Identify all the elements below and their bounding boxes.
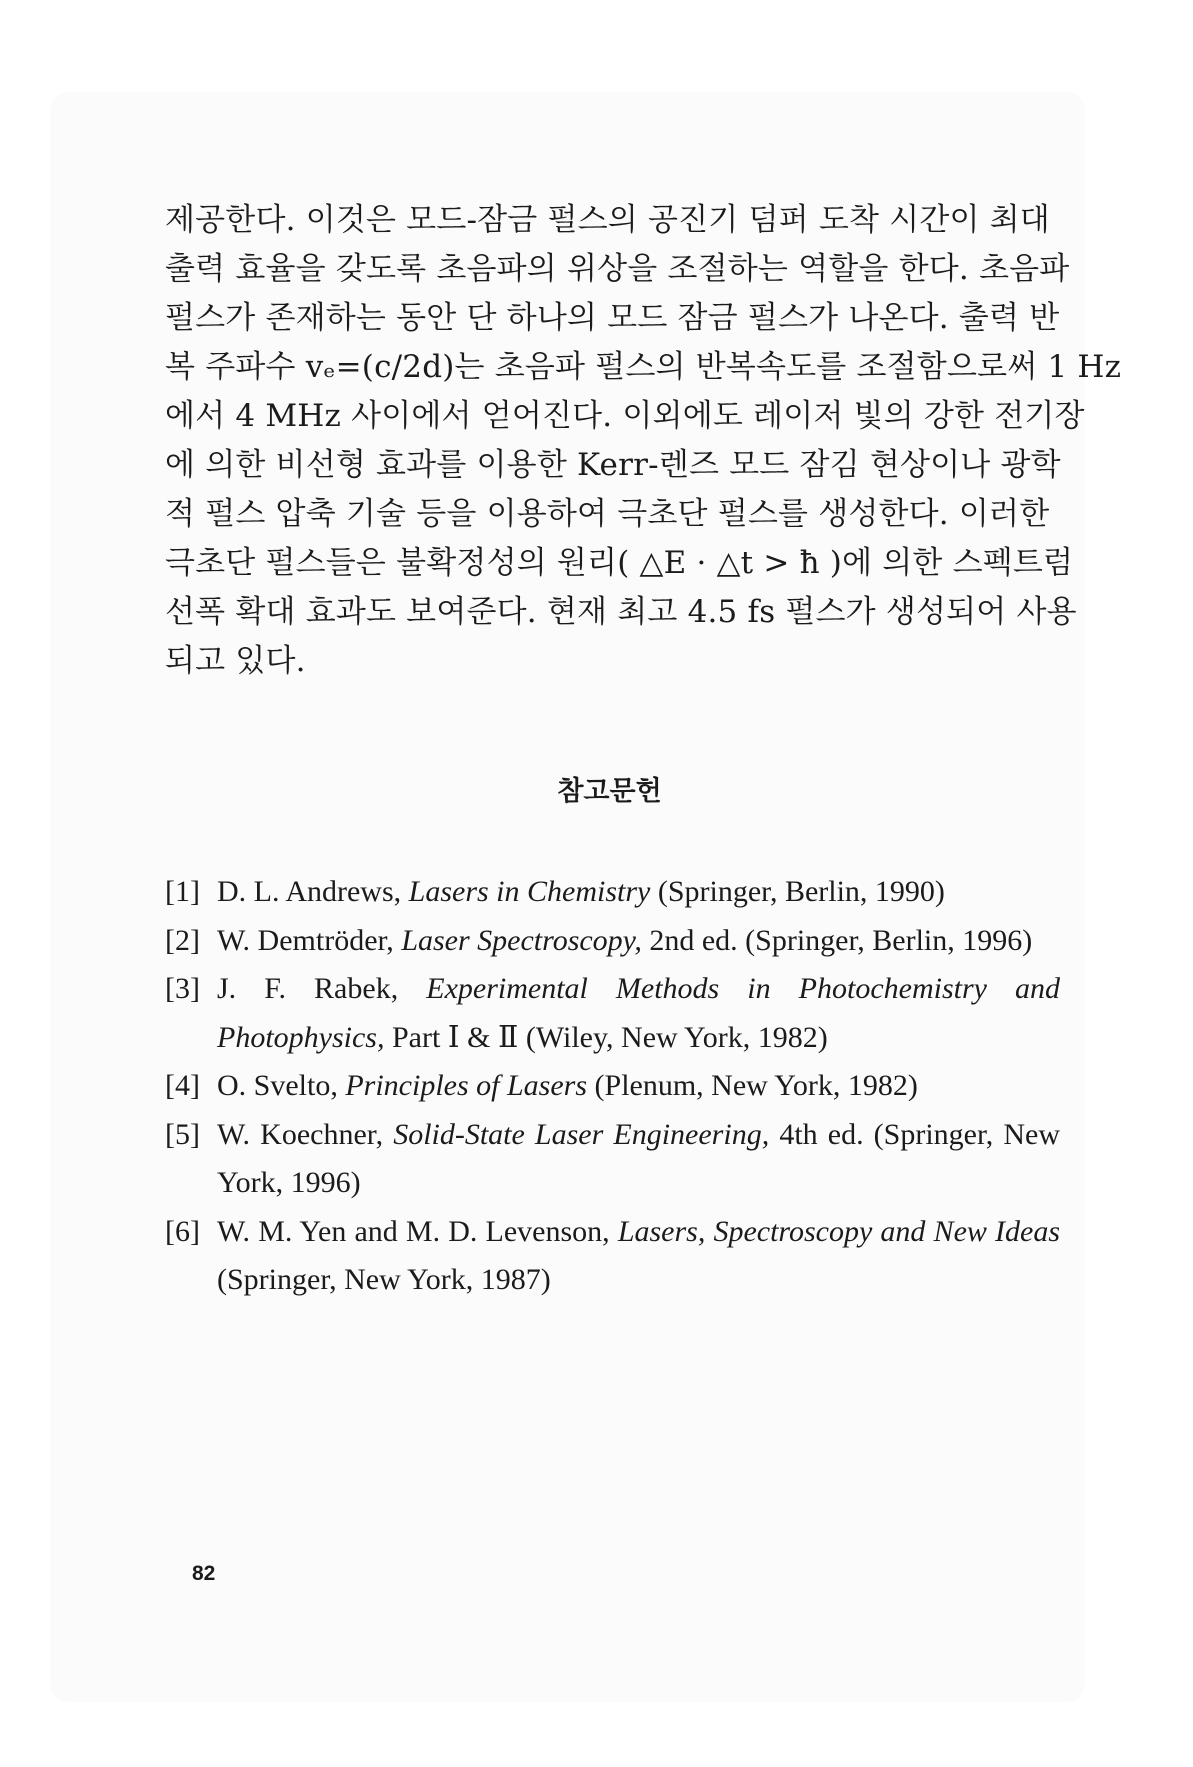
body-line: 극초단 펄스들은 불확정성의 원리( △E · △t > ħ )에 의한 스펙트럼 bbox=[165, 545, 1074, 581]
reference-title: Lasers in Chemistry bbox=[408, 875, 651, 908]
reference-authors: W. Koechner, bbox=[217, 1117, 384, 1151]
reference-item bbox=[165, 1111, 1060, 1208]
reference-number: [5] bbox=[165, 1117, 200, 1151]
reference-publisher: (Springer, New York, 1987) bbox=[217, 1263, 551, 1296]
reference-publisher: 2nd ed. (Springer, Berlin, 1996) bbox=[649, 923, 1033, 957]
reference-publisher: (Springer, Berlin, 1990) bbox=[657, 875, 945, 908]
reference-title: Principles of Lasers bbox=[345, 1069, 588, 1102]
reference-publisher: (Plenum, New York, 1982) bbox=[594, 1069, 918, 1102]
reference-item bbox=[165, 868, 1060, 917]
references-list bbox=[165, 868, 1060, 1305]
body-line: 복 주파수 vₑ=(c/2d)는 초음파 펄스의 반복속도를 조절함으로써 1 Hz bbox=[165, 349, 1122, 385]
references-heading: 참고문헌 bbox=[557, 776, 662, 807]
reference-title: Experimental Methods in Photochemistry and Photophysics, bbox=[217, 972, 1060, 1054]
reference-item bbox=[165, 917, 1060, 966]
reference-publisher: 4th ed. (Springer, New York, 1996) bbox=[217, 1117, 1061, 1199]
body-line: 선폭 확대 효과도 보여준다. 현재 최고 4.5 fs 펄스가 생성되어 사용 bbox=[165, 594, 1077, 630]
reference-number: [4] bbox=[165, 1069, 200, 1102]
body-line: 적 펄스 압축 기술 등을 이용하여 극초단 펄스를 생성한다. 이러한 bbox=[165, 496, 1050, 532]
page-number: 82 bbox=[192, 1562, 216, 1585]
page-content bbox=[165, 196, 1122, 1305]
body-line: 제공한다. 이것은 모드-잠금 펄스의 공진기 덤퍼 도착 시간이 최대 bbox=[165, 202, 1050, 238]
reference-authors: W. M. Yen and M. D. Levenson, bbox=[217, 1214, 610, 1248]
reference-item bbox=[165, 1062, 1060, 1111]
body-line: 펄스가 존재하는 동안 단 하나의 모드 잠금 펄스가 나온다. 출력 반 bbox=[165, 300, 1060, 336]
reference-title: Lasers, Spectroscopy and New Ideas bbox=[617, 1214, 1061, 1248]
reference-title: Laser Spectroscopy, bbox=[401, 923, 642, 957]
body-line: 에 의한 비선형 효과를 이용한 Kerr-렌즈 모드 잠김 현상이나 광학 bbox=[165, 447, 1061, 483]
reference-number: [3] bbox=[165, 972, 200, 1005]
reference-authors: J. F. Rabek, bbox=[217, 972, 399, 1005]
reference-number: [1] bbox=[165, 875, 200, 908]
reference-authors: W. Demtröder, bbox=[217, 923, 394, 957]
reference-item bbox=[165, 1208, 1060, 1305]
reference-number: [2] bbox=[165, 923, 200, 957]
reference-title: Solid-State Laser Engineering, bbox=[393, 1117, 770, 1151]
reference-number: [6] bbox=[165, 1214, 200, 1248]
reference-authors: O. Svelto, bbox=[217, 1069, 338, 1102]
reference-item bbox=[165, 965, 1060, 1062]
body-paragraph bbox=[165, 196, 1122, 686]
reference-publisher: Part Ⅰ & Ⅱ (Wiley, New York, 1982) bbox=[391, 1020, 828, 1054]
body-line: 출력 효율을 갖도록 초음파의 위상을 조절하는 역할을 한다. 초음파 bbox=[165, 251, 1070, 287]
body-line: 에서 4 MHz 사이에서 얻어진다. 이외에도 레이저 빛의 강한 전기장 bbox=[165, 398, 1085, 434]
reference-authors: D. L. Andrews, bbox=[217, 875, 402, 908]
body-line: 되고 있다. bbox=[165, 643, 306, 679]
